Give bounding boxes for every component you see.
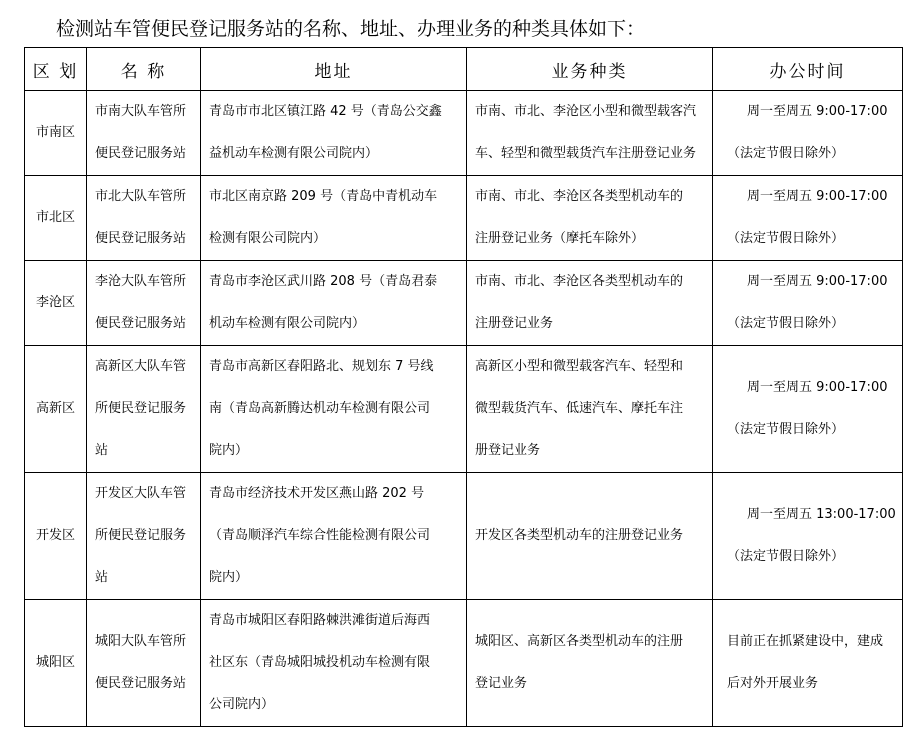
address-cell	[201, 346, 467, 473]
cell-line: 册登记业务	[475, 443, 541, 458]
business-cell	[467, 91, 713, 176]
cell-line: 周一至周五 9:00-17:00	[747, 104, 888, 119]
cell-line: 市南、市北、李沧区各类型机动车的	[475, 189, 684, 204]
header-address: 地址	[201, 48, 467, 91]
cell-line: 益机动车检测有限公司院内）	[209, 146, 379, 161]
cell-line: （法定节假日除外）	[727, 146, 845, 161]
cell-line: 后对外开展业务	[727, 676, 819, 691]
cell-line: 目前正在抓紧建设中，建成	[727, 634, 884, 649]
header-business: 业务种类	[467, 48, 713, 91]
table-row	[25, 91, 903, 176]
office-hours-cell	[713, 600, 903, 727]
cell-line: 开发区大队车管	[95, 486, 187, 501]
cell-line: 周一至周五 9:00-17:00	[747, 189, 888, 204]
cell-line: 检测有限公司院内）	[209, 231, 327, 246]
cell-line: 市北区南京路 209 号（青岛中青机动车	[209, 189, 438, 204]
address-cell	[201, 473, 467, 600]
cell-line: 所便民登记服务	[95, 528, 187, 543]
cell-line: 院内）	[209, 570, 249, 585]
registration-stations-table	[24, 47, 903, 727]
station-name-cell	[87, 473, 201, 600]
cell-line: 机动车检测有限公司院内）	[209, 316, 366, 331]
address-cell	[201, 600, 467, 727]
cell-line: 所便民登记服务	[95, 401, 187, 416]
table-header-row	[25, 48, 903, 91]
cell-line: 注册登记业务	[475, 316, 554, 331]
cell-line: 微型载货汽车、低速汽车、摩托车注	[475, 401, 684, 416]
cell-line: 市北大队车管所	[95, 189, 187, 204]
cell-line: 开发区各类型机动车的注册登记业务	[475, 528, 684, 543]
table-row	[25, 473, 903, 600]
office-hours-cell	[713, 176, 903, 261]
table-body	[25, 91, 903, 727]
address-cell	[201, 176, 467, 261]
header-district: 区 划	[25, 48, 87, 91]
cell-line: 市南、市北、李沧区各类型机动车的	[475, 274, 684, 289]
cell-line: 周一至周五 9:00-17:00	[747, 274, 888, 289]
cell-line: 周一至周五 13:00-17:00	[747, 507, 896, 522]
cell-line: 李沧大队车管所	[95, 274, 187, 289]
address-cell	[201, 91, 467, 176]
cell-line: 高新区小型和微型载客汽车、轻型和	[475, 359, 684, 374]
office-hours-cell	[713, 473, 903, 600]
district-cell: 高新区	[25, 346, 87, 473]
business-cell	[467, 346, 713, 473]
district-cell: 开发区	[25, 473, 87, 600]
station-name-cell	[87, 346, 201, 473]
cell-line: 登记业务	[475, 676, 528, 691]
business-cell	[467, 261, 713, 346]
table-row	[25, 600, 903, 727]
cell-line: 城阳区、高新区各类型机动车的注册	[475, 634, 684, 649]
office-hours-cell	[713, 261, 903, 346]
cell-line: （法定节假日除外）	[727, 422, 845, 437]
cell-line: （法定节假日除外）	[727, 549, 845, 564]
office-hours-cell	[713, 346, 903, 473]
page-heading: 检测站车管便民登记服务站的名称、地址、办理业务的种类具体如下：	[56, 18, 646, 40]
cell-line: （青岛顺泽汽车综合性能检测有限公司	[209, 528, 431, 543]
cell-line: 周一至周五 9:00-17:00	[747, 380, 888, 395]
table-row	[25, 176, 903, 261]
cell-line: 社区东（青岛城阳城投机动车检测有限	[209, 655, 431, 670]
station-name-cell	[87, 600, 201, 727]
station-name-cell	[87, 91, 201, 176]
office-hours-cell	[713, 91, 903, 176]
header-name: 名 称	[87, 48, 201, 91]
district-cell: 李沧区	[25, 261, 87, 346]
cell-line: 青岛市市北区镇江路 42 号（青岛公交鑫	[209, 104, 442, 119]
district-cell: 市南区	[25, 91, 87, 176]
business-cell	[467, 176, 713, 261]
cell-line: 车、轻型和微型载货汽车注册登记业务	[475, 146, 697, 161]
station-name-cell	[87, 176, 201, 261]
cell-line: 院内）	[209, 443, 249, 458]
cell-line: 市南大队车管所	[95, 104, 187, 119]
cell-line: 南（青岛高新腾达机动车检测有限公司	[209, 401, 431, 416]
cell-line: 便民登记服务站	[95, 231, 187, 246]
cell-line: 公司院内）	[209, 697, 275, 712]
header-hours: 办公时间	[713, 48, 903, 91]
table-row	[25, 261, 903, 346]
cell-line: 青岛市李沧区武川路 208 号（青岛君泰	[209, 274, 438, 289]
cell-line: 青岛市城阳区春阳路棘洪滩街道后海西	[209, 613, 431, 628]
cell-line: （法定节假日除外）	[727, 316, 845, 331]
business-cell	[467, 473, 713, 600]
cell-line: 注册登记业务（摩托车除外）	[475, 231, 645, 246]
address-cell	[201, 261, 467, 346]
cell-line: 青岛市高新区春阳路北、规划东 7 号线	[209, 359, 434, 374]
district-cell: 城阳区	[25, 600, 87, 727]
table-row	[25, 346, 903, 473]
business-cell	[467, 600, 713, 727]
cell-line: （法定节假日除外）	[727, 231, 845, 246]
station-name-cell	[87, 261, 201, 346]
cell-line: 站	[95, 443, 109, 458]
cell-line: 市南、市北、李沧区小型和微型载客汽	[475, 104, 697, 119]
cell-line: 便民登记服务站	[95, 146, 187, 161]
cell-line: 青岛市经济技术开发区燕山路 202 号	[209, 486, 425, 501]
cell-line: 高新区大队车管	[95, 359, 187, 374]
cell-line: 城阳大队车管所	[95, 634, 187, 649]
cell-line: 便民登记服务站	[95, 316, 187, 331]
cell-line: 站	[95, 570, 109, 585]
cell-line: 便民登记服务站	[95, 676, 187, 691]
district-cell: 市北区	[25, 176, 87, 261]
